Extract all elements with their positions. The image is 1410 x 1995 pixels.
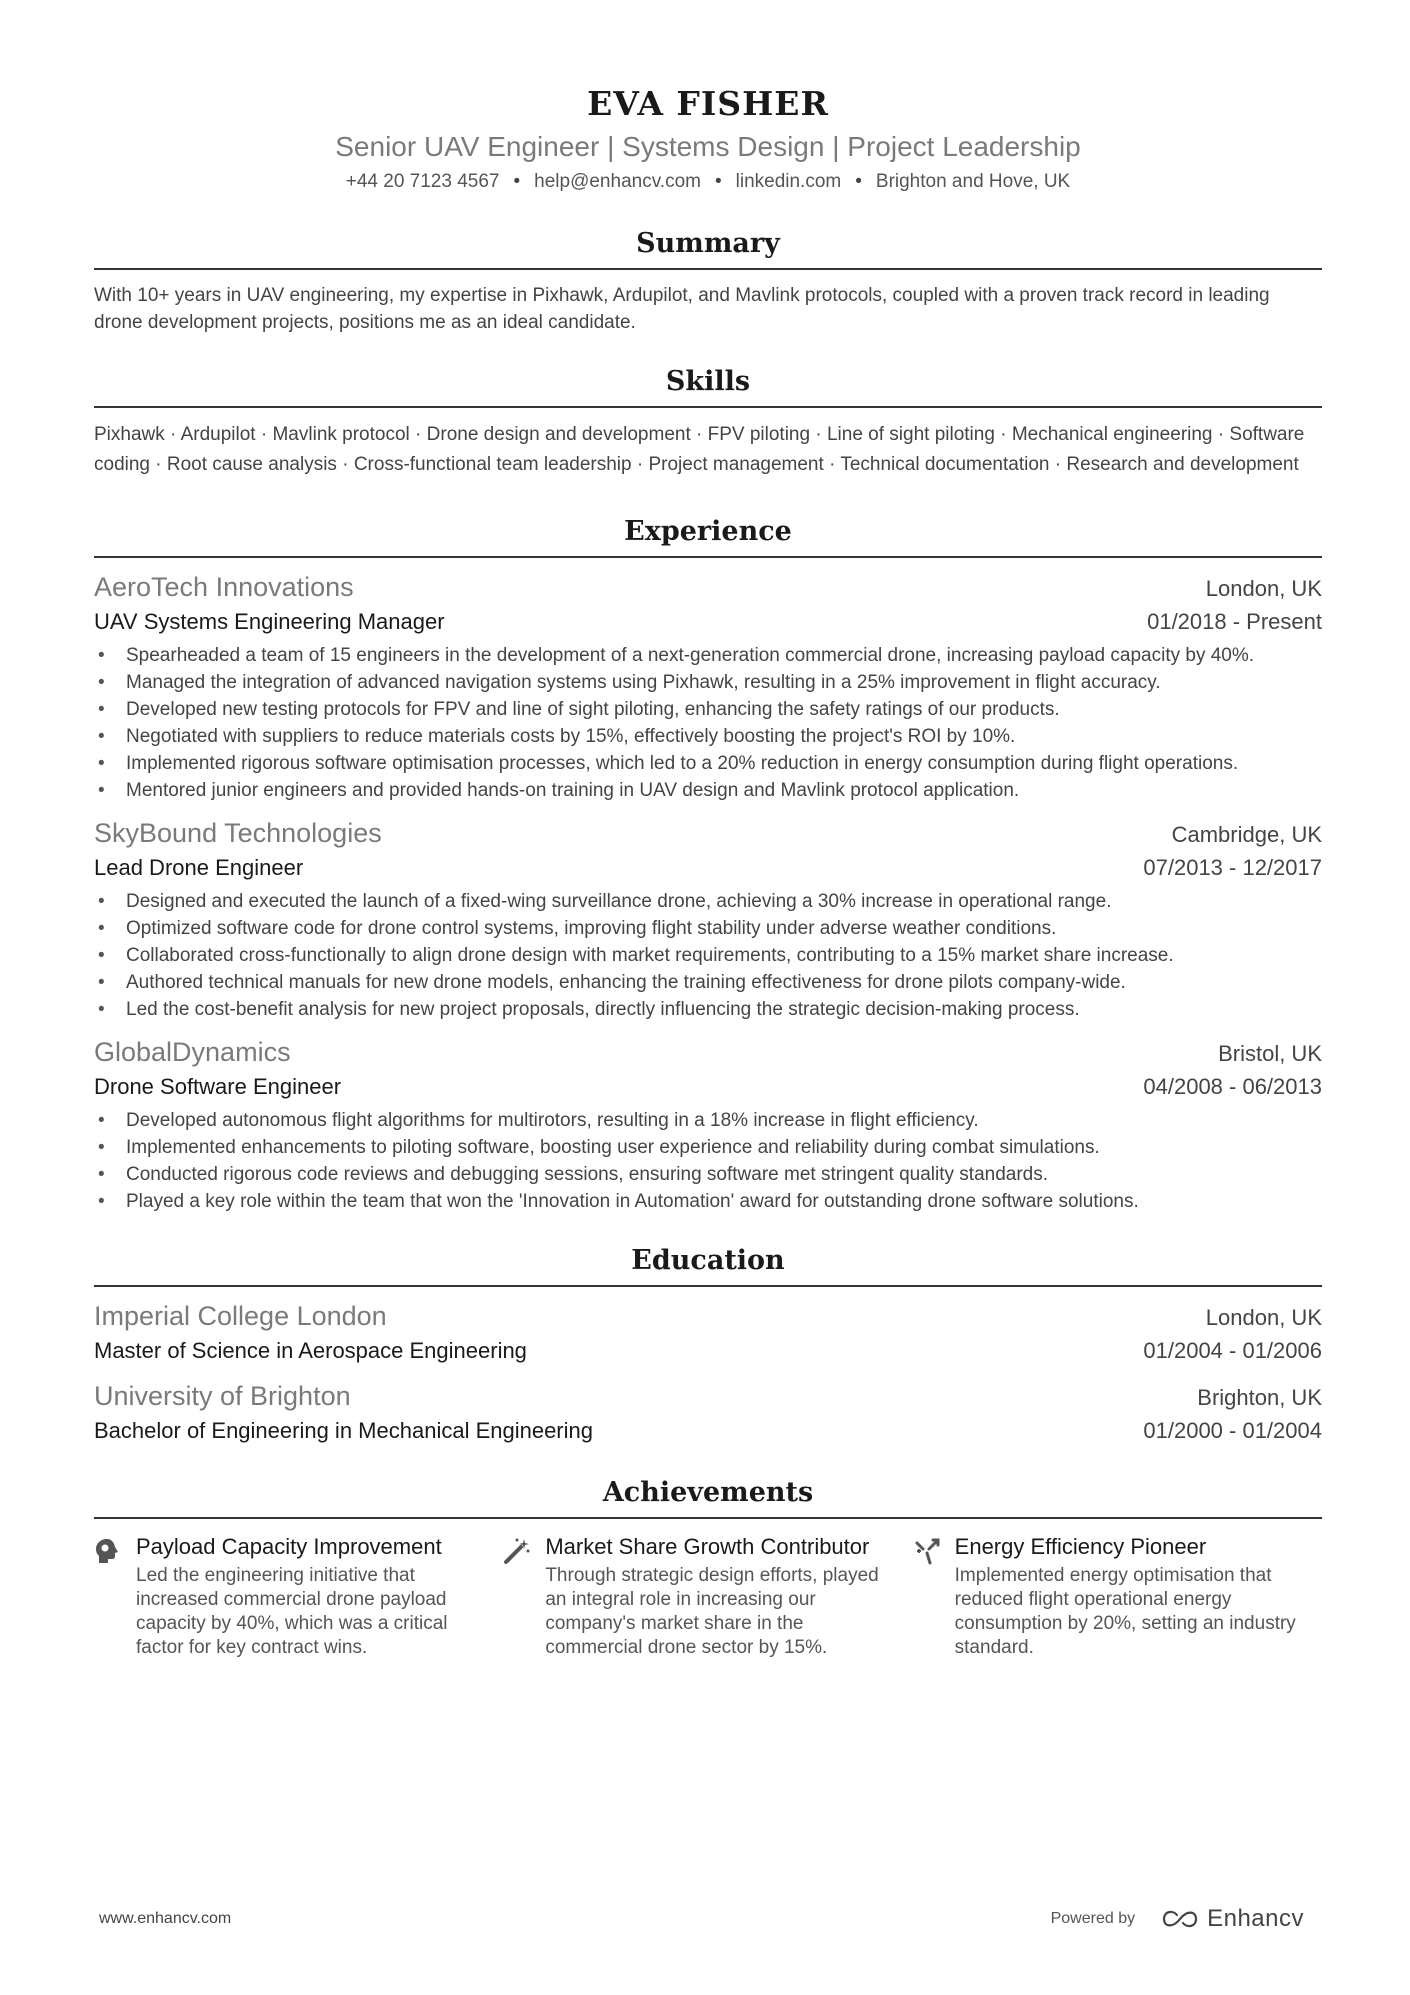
education-header-row (94, 1299, 1322, 1335)
bullet-item: • Played a key role within the team that won the 'Innovation in Automation' award for outstanding drone software solutions. (94, 1188, 1322, 1215)
achievement-title: Market Share Growth Contributor (545, 1534, 870, 1559)
school-location: Brighton, UK (1197, 1385, 1322, 1410)
bullet-item: • Developed autonomous flight algorithms for multirotors, resulting in a 18% increase in flight efficiency. (94, 1107, 1322, 1134)
job-title: UAV Systems Engineering Manager (94, 609, 445, 634)
job-header-row (94, 1035, 1322, 1071)
school-location: London, UK (1205, 1305, 1322, 1330)
bullet-item: • Implemented enhancements to piloting software, boosting user experience and reliability during combat simulations. (94, 1134, 1322, 1161)
enhancv-logo-icon (1161, 1909, 1199, 1929)
job-dates: 04/2008 - 06/2013 (1143, 1074, 1322, 1099)
section-heading: Skills (665, 366, 751, 397)
achievement-title: Payload Capacity Improvement (136, 1534, 442, 1559)
education-dates: 01/2004 - 01/2006 (1143, 1338, 1322, 1363)
section-divider (94, 1285, 1322, 1287)
bullet-item: • Managed the integration of advanced navigation systems using Pixhawk, resulting in a 25% improvement in flight accuracy. (94, 669, 1322, 696)
skill-item: Drone design and development (426, 424, 691, 445)
experience-section (94, 514, 1322, 1215)
job-title: Lead Drone Engineer (94, 855, 304, 880)
job-location: Bristol, UK (1218, 1041, 1322, 1066)
job-bullets (94, 888, 1322, 1023)
achievement-item (913, 1533, 1322, 1660)
education-degree-row (94, 1415, 1322, 1447)
education-dates: 01/2000 - 01/2004 (1143, 1418, 1322, 1443)
school-name: Imperial College London (94, 1301, 387, 1331)
skill-item: Line of sight piloting (826, 424, 995, 445)
education-list (94, 1299, 1322, 1447)
section-heading: Achievements (602, 1477, 814, 1508)
enhancv-logo[interactable] (1161, 1905, 1304, 1933)
education-entry (94, 1299, 1322, 1367)
section-divider (94, 1517, 1322, 1519)
section-divider (94, 406, 1322, 408)
bullet-item: • Led the cost-benefit analysis for new project proposals, directly influencing the strategic decision-making process. (94, 996, 1322, 1023)
bullet-item: • Designed and executed the launch of a fixed-wing surveillance drone, achieving a 30% increase in operational range. (94, 888, 1322, 915)
magic-wand-icon (503, 1533, 545, 1660)
section-divider (94, 556, 1322, 558)
job-role-row (94, 1071, 1322, 1103)
skill-item: Mavlink protocol (272, 424, 410, 445)
education-entry (94, 1379, 1322, 1447)
powered-by-label: Powered by (1050, 1910, 1136, 1927)
location: Brighton and Hove, UK (875, 171, 1071, 192)
bullet-item: • Conducted rigorous code reviews and debugging sessions, ensuring software met stringent quality standards. (94, 1161, 1322, 1188)
achievements-grid (94, 1533, 1322, 1660)
company-name: AeroTech Innovations (94, 572, 354, 602)
job-role-row (94, 852, 1322, 884)
section-heading: Education (631, 1245, 785, 1276)
education-degree-row (94, 1335, 1322, 1367)
phone: +44 20 7123 4567 (345, 171, 500, 192)
linkedin-link[interactable]: linkedin.com (735, 171, 842, 192)
bullet-item: • Developed new testing protocols for FPV and line of sight piloting, enhancing the safety ratings of our products. (94, 696, 1322, 723)
footer (99, 1905, 1304, 1933)
candidate-name: EVA FISHER (587, 84, 829, 123)
separator-dot: • (855, 171, 862, 192)
skill-item: Cross-functional team leadership (353, 454, 632, 475)
jobs-list (94, 570, 1322, 1215)
achievement-body (136, 1533, 503, 1660)
achievement-item (503, 1533, 912, 1660)
brain-head-icon (94, 1533, 136, 1660)
achievements-section (94, 1475, 1322, 1660)
achievement-description: Led the engineering initiative that increased commercial drone payload capacity by 40%, which was a critical factor for key contract wins. (136, 1565, 448, 1658)
education-header-row (94, 1379, 1322, 1415)
brand-name: Enhancv (1207, 1905, 1304, 1932)
achievement-body (955, 1533, 1322, 1660)
section-divider (94, 268, 1322, 270)
skills-list: Pixhawk · Ardupilot · Mavlink protocol · Drone design and development · FPV piloting · Line of sight piloting · Mechanical engineering · Software coding · Root cause analysis · Cross-functional team leadership · Project management · Technical documentation · Research and development (94, 424, 1305, 475)
section-heading: Summary (636, 228, 780, 259)
school-name: University of Brighton (94, 1381, 351, 1411)
skill-item: Pixhawk (94, 424, 165, 445)
skill-item: Software coding (94, 424, 1305, 475)
job-bullets (94, 1107, 1322, 1215)
degree: Bachelor of Engineering in Mechanical Engineering (94, 1418, 593, 1443)
job-entry (94, 1035, 1322, 1215)
skill-item: Project management (648, 454, 824, 475)
achievement-title: Energy Efficiency Pioneer (954, 1534, 1207, 1559)
job-entry (94, 570, 1322, 804)
job-bullets (94, 642, 1322, 804)
skill-item: Research and development (1066, 454, 1299, 475)
bullet-item: • Mentored junior engineers and provided hands-on training in UAV design and Mavlink protocol application. (94, 777, 1322, 804)
bullet-item: • Optimized software code for drone control systems, improving flight stability under adverse weather conditions. (94, 915, 1322, 942)
resume-header (94, 82, 1322, 196)
bullet-item: • Authored technical manuals for new drone models, enhancing the training effectiveness for drone pilots company-wide. (94, 969, 1322, 996)
job-header-row (94, 570, 1322, 606)
footer-branding (1051, 1905, 1304, 1933)
degree: Master of Science in Aerospace Engineering (94, 1338, 527, 1363)
job-header-row (94, 816, 1322, 852)
job-dates: 07/2013 - 12/2017 (1143, 855, 1322, 880)
candidate-title: Senior UAV Engineer | Systems Design | Project Leadership (335, 131, 1081, 162)
achievement-description: Through strategic design efforts, played an integral role in increasing our company's market share in the commercial drone sector by 15%. (545, 1565, 879, 1658)
job-title: Drone Software Engineer (94, 1074, 342, 1099)
footer-url[interactable]: www.enhancv.com (99, 1910, 232, 1927)
section-heading: Experience (624, 516, 792, 547)
skill-item: Technical documentation (840, 454, 1050, 475)
summary-text: With 10+ years in UAV engineering, my expertise in Pixhawk, Ardupilot, and Mavlink protocols, coupled with a proven track record in leading drone development projects, positions me as an ideal candidate. (94, 285, 1270, 333)
skill-item: FPV piloting (707, 424, 811, 445)
job-role-row (94, 606, 1322, 638)
company-name: GlobalDynamics (94, 1037, 291, 1067)
email-link[interactable]: help@enhancv.com (534, 171, 701, 192)
bullet-item: • Implemented rigorous software optimisation processes, which led to a 20% reduction in energy consumption during flight operations. (94, 750, 1322, 777)
job-location: Cambridge, UK (1171, 822, 1322, 847)
contact-line (94, 168, 1322, 196)
achievement-item (94, 1533, 503, 1660)
job-location: London, UK (1205, 576, 1322, 601)
resume-content (94, 82, 1322, 1660)
bullet-item: • Negotiated with suppliers to reduce materials costs by 15%, effectively boosting the project's ROI by 10%. (94, 723, 1322, 750)
skill-item: Ardupilot (180, 424, 256, 445)
job-entry (94, 816, 1322, 1023)
summary-section (94, 226, 1322, 336)
job-dates: 01/2018 - Present (1147, 609, 1322, 634)
skill-item: Mechanical engineering (1011, 424, 1213, 445)
separator-dot: • (513, 171, 521, 192)
bullet-item: • Spearheaded a team of 15 engineers in the development of a next-generation commercial drone, increasing payload capacity by 40%. (94, 642, 1322, 669)
skill-item: Root cause analysis (166, 454, 337, 475)
broken-path-icon (913, 1533, 955, 1660)
skills-section (94, 364, 1322, 480)
bullet-item: • Collaborated cross-functionally to align drone design with market requirements, contributing to a 15% market share increase. (94, 942, 1322, 969)
company-name: SkyBound Technologies (94, 818, 382, 848)
separator-dot: • (714, 171, 722, 192)
achievement-description: Implemented energy optimisation that reduced flight operational energy consumption by 20%, setting an industry standard. (954, 1565, 1296, 1658)
education-section (94, 1243, 1322, 1447)
achievement-body (545, 1533, 912, 1660)
